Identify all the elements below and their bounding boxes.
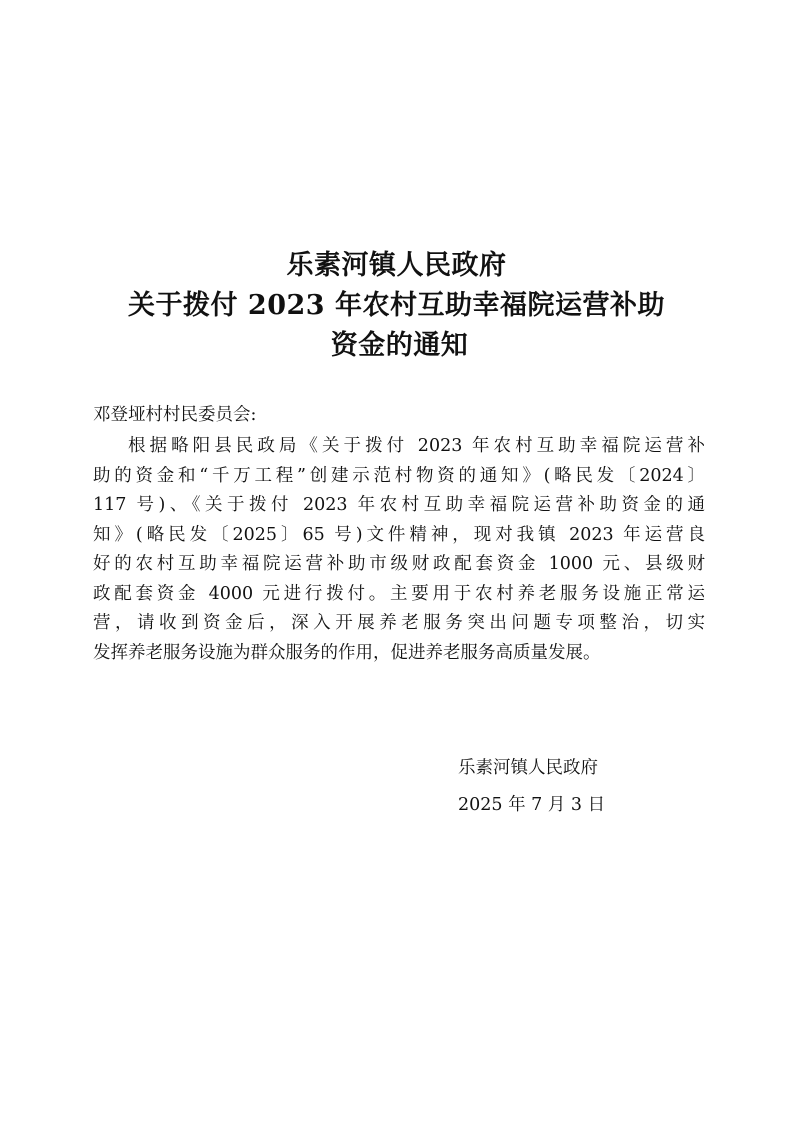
- signature-block: [458, 750, 605, 824]
- document-title: [0, 246, 793, 366]
- title-line-subject: 关于拨付 2023 年农村互助幸福院运营补助: [128, 290, 665, 321]
- signature-org: 乐素河镇人民政府: [458, 758, 598, 778]
- body-line: 发挥养老服务设施为群众服务的作用，促进养老服务高质量发展。: [93, 642, 601, 663]
- signature-date: 2025 年 7 月 3 日: [458, 795, 606, 815]
- body-line: 助的资金和“千万工程”创建示范村物资的通知》(略民发〔2024〕: [93, 465, 705, 486]
- body-line: 好的农村互助幸福院运营补助市级财政配套资金 1000 元、县级财: [93, 554, 705, 574]
- body-line: 营，请收到资金后，深入开展养老服务突出问题专项整治，切实: [93, 613, 705, 633]
- title-line-subject-cont: 资金的通知: [330, 330, 469, 361]
- body-line: 根据略阳县民政局《关于拨付 2023 年农村互助幸福院运营补: [128, 436, 705, 456]
- body-line: 117 号)、《关于拨付 2023 年农村互助幸福院运营补助资金的通: [93, 495, 705, 515]
- addressee: 邓登垭村村民委员会:: [93, 405, 257, 425]
- body-paragraph: [93, 432, 705, 668]
- body-line: 知》(略民发〔2025〕65 号)文件精神，现对我镇 2023 年运营良: [93, 524, 705, 545]
- title-line-issuer: 乐素河镇人民政府: [286, 250, 507, 281]
- body-line: 政配套资金 4000 元进行拨付。主要用于农村养老服务设施正常运: [93, 583, 705, 604]
